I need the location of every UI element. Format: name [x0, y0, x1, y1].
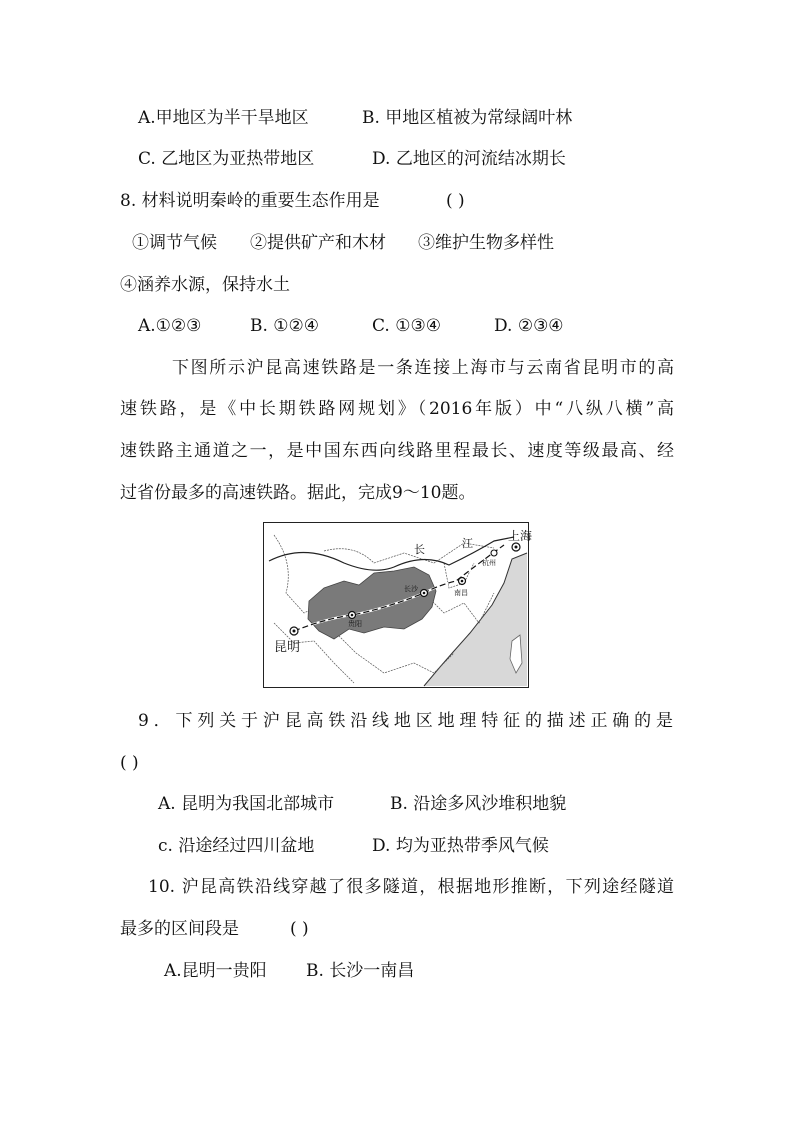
q8-stem: 8. 材料说明秦岭的重要生态作用是	[120, 191, 380, 211]
q8-answer-paren: ( )	[446, 191, 465, 211]
q10-option-a: A.昆明一贵阳	[164, 961, 267, 981]
q8-option-b: B. ①②④	[250, 316, 320, 336]
q8-option-d: D. ②③④	[494, 316, 564, 336]
q8-item-1: ①调节气候	[132, 233, 217, 253]
q7-option-b: B. 甲地区植被为常绿阔叶林	[362, 108, 573, 128]
q9-answer-paren: ( )	[120, 753, 139, 773]
map-label-shanghai: 上海	[508, 529, 533, 543]
map-label-chang: 长	[414, 543, 425, 556]
city-marker-kunming	[290, 627, 298, 635]
map-label-kunming: 昆明	[274, 640, 301, 655]
q9-option-d: D. 均为亚热带季风气候	[372, 836, 549, 856]
city-marker-changsha	[421, 590, 428, 597]
q10-stem: 10. 沪昆高铁沿线穿越了很多隧道，根据地形推断，下列途经隧道	[148, 877, 674, 897]
map-label-nanchang: 南昌	[454, 589, 468, 597]
q8-option-a: A.①②③	[138, 316, 202, 336]
passage-line-3: 速铁路主通道之一，是中国东西向线路里程最长、速度等级最高、经	[120, 441, 674, 461]
q10-option-b: B. 长沙一南昌	[306, 961, 415, 981]
q8-option-c: C. ①③④	[372, 316, 441, 336]
city-marker-guiyang	[349, 612, 356, 619]
q7-option-c: C. 乙地区为亚热带地区	[138, 149, 315, 169]
railway-map	[263, 522, 533, 688]
q10-answer-paren: ( )	[290, 919, 309, 939]
q9-option-c: c. 沿途经过四川盆地	[158, 836, 315, 856]
q8-item-2: ②提供矿产和木材	[250, 233, 386, 253]
city-marker-shanghai	[512, 543, 520, 551]
map-label-hangzhou: 杭州	[482, 559, 496, 567]
q7-option-d: D. 乙地区的河流结冰期长	[372, 149, 566, 169]
map-label-jiang: 江	[462, 537, 473, 550]
q10-stem-continued: 最多的区间段是	[120, 919, 239, 939]
passage-line-2: 速铁路，是《中长期铁路网规划》（2016年版）中“八纵八横”高	[120, 399, 674, 419]
passage-line-4: 过省份最多的高速铁路。据此，完成9～10题。	[120, 483, 476, 503]
map-label-changsha: 长沙	[404, 585, 418, 593]
q7-option-a: A.甲地区为半干旱地区	[138, 108, 309, 128]
q9-option-a: A. 昆明为我国北部城市	[158, 794, 335, 814]
city-marker-hangzhou	[491, 550, 497, 556]
q9-option-b: B. 沿途多风沙堆积地貌	[390, 794, 567, 814]
q8-item-3: ③维护生物多样性	[418, 233, 554, 253]
q9-stem: 9．下列关于沪昆高铁沿线地区地理特征的描述正确的是	[138, 711, 674, 731]
map-label-guiyang: 贵阳	[348, 620, 362, 628]
city-marker-nanchang	[459, 578, 466, 585]
passage-line-1: 下图所示沪昆高速铁路是一条连接上海市与云南省昆明市的高	[172, 358, 674, 378]
q8-item-4: ④涵养水源，保持水土	[120, 275, 290, 295]
